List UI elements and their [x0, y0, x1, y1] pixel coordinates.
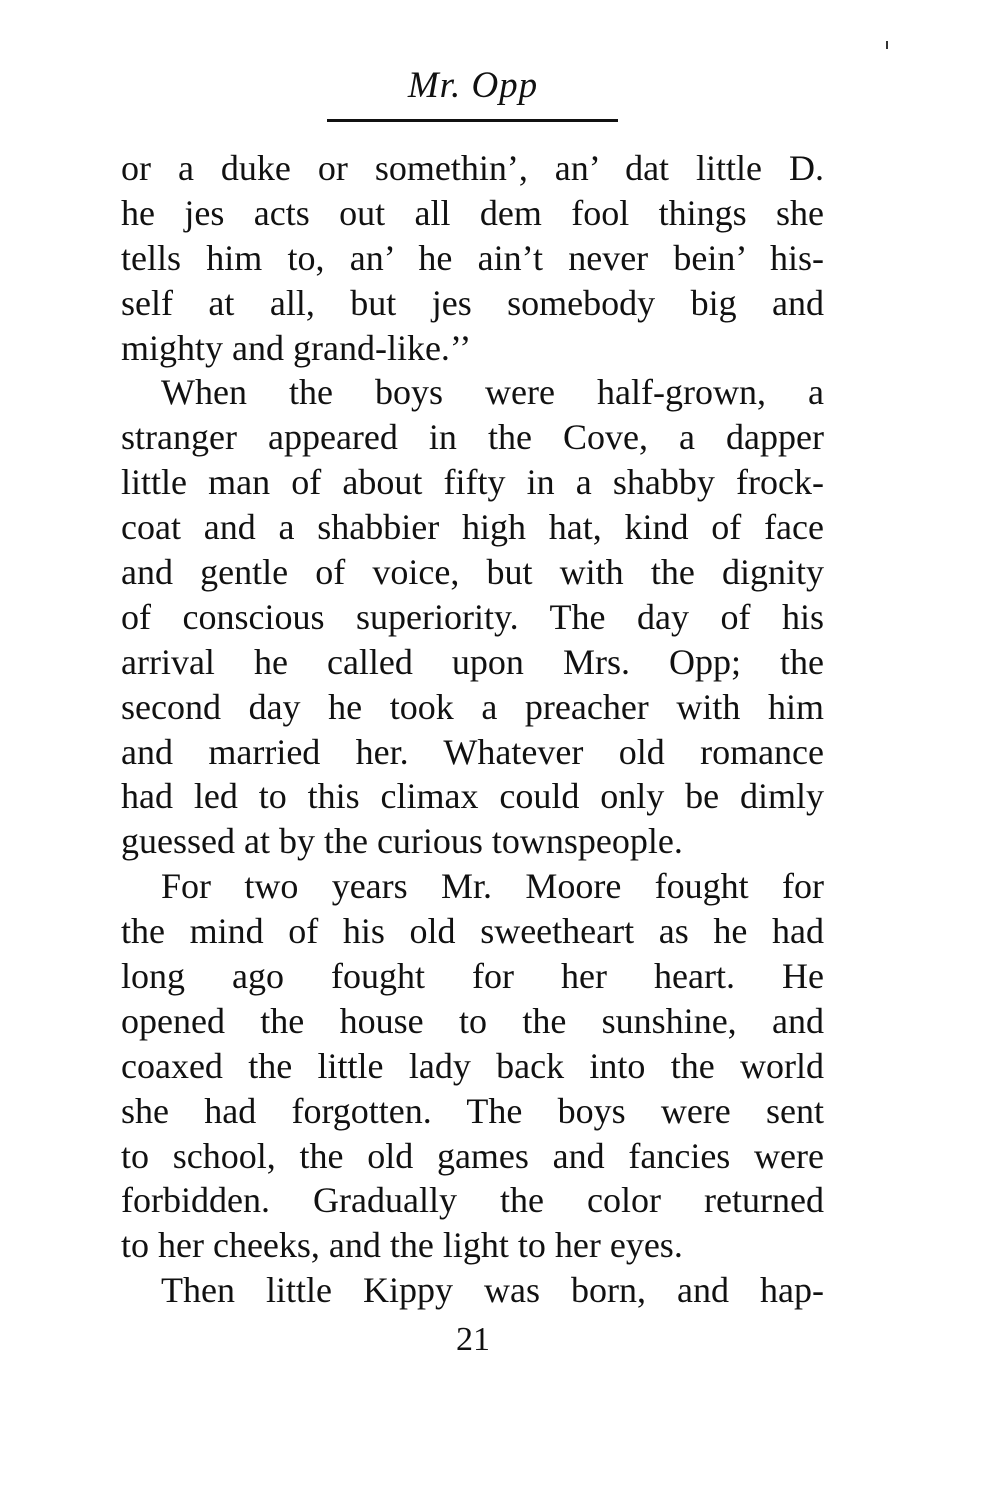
page-number: 21	[456, 1321, 490, 1358]
text-line: stranger appeared in the Cove, a dapper	[121, 417, 824, 458]
text-line: forbidden. Gradually the color returned	[121, 1180, 824, 1221]
text-line: tells him to, an’ he ain’t never bein’ his-	[121, 237, 824, 278]
text-line: he jes acts out all dem fool things she	[121, 192, 824, 233]
text-line: of conscious superiority. The day of his	[121, 596, 824, 637]
text-line: had led to this climax could only be dimly	[121, 776, 824, 817]
text-line: and gentle of voice, but with the dignity	[121, 552, 824, 593]
paragraph	[121, 1268, 824, 1313]
text-line: second day he took a preacher with him	[121, 686, 824, 727]
text-line: she had forgotten. The boys were sent	[121, 1090, 824, 1131]
text-line: self at all, but jes somebody big and	[121, 282, 824, 323]
text-line: guessed at by the curious townspeople.	[121, 821, 683, 862]
running-head: Mr. Opp	[407, 65, 539, 106]
text-line: to her cheeks, and the light to her eyes.	[121, 1225, 683, 1266]
text-line: arrival he called upon Mrs. Opp; the	[121, 641, 824, 682]
paragraph	[121, 864, 824, 1268]
text-line: long ago fought for her heart. He	[121, 956, 824, 997]
text-line: Then little Kippy was born, and hap-	[161, 1270, 824, 1311]
text-line: and married her. Whatever old romance	[121, 731, 824, 772]
text-line: coat and a shabbier high hat, kind of face	[121, 507, 824, 548]
paragraph	[121, 370, 824, 864]
text-line: For two years Mr. Moore fought for	[161, 866, 824, 907]
text-line: the mind of his old sweetheart as he had	[121, 911, 824, 952]
text-line: to school, the old games and fancies were	[121, 1135, 824, 1176]
text-line: When the boys were half-grown, a	[161, 372, 824, 413]
body-text	[121, 146, 824, 1313]
text-line: coaxed the little lady back into the world	[121, 1045, 824, 1086]
header-rule	[327, 119, 618, 122]
text-line: mighty and grand-like.’’	[121, 327, 472, 368]
text-line: or a duke or somethin’, an’ dat little D.	[121, 148, 824, 188]
paragraph	[121, 146, 824, 370]
text-line: opened the house to the sunshine, and	[121, 1000, 824, 1041]
text-line: little man of about fifty in a shabby frock-	[121, 462, 824, 503]
print-speck	[886, 41, 888, 49]
